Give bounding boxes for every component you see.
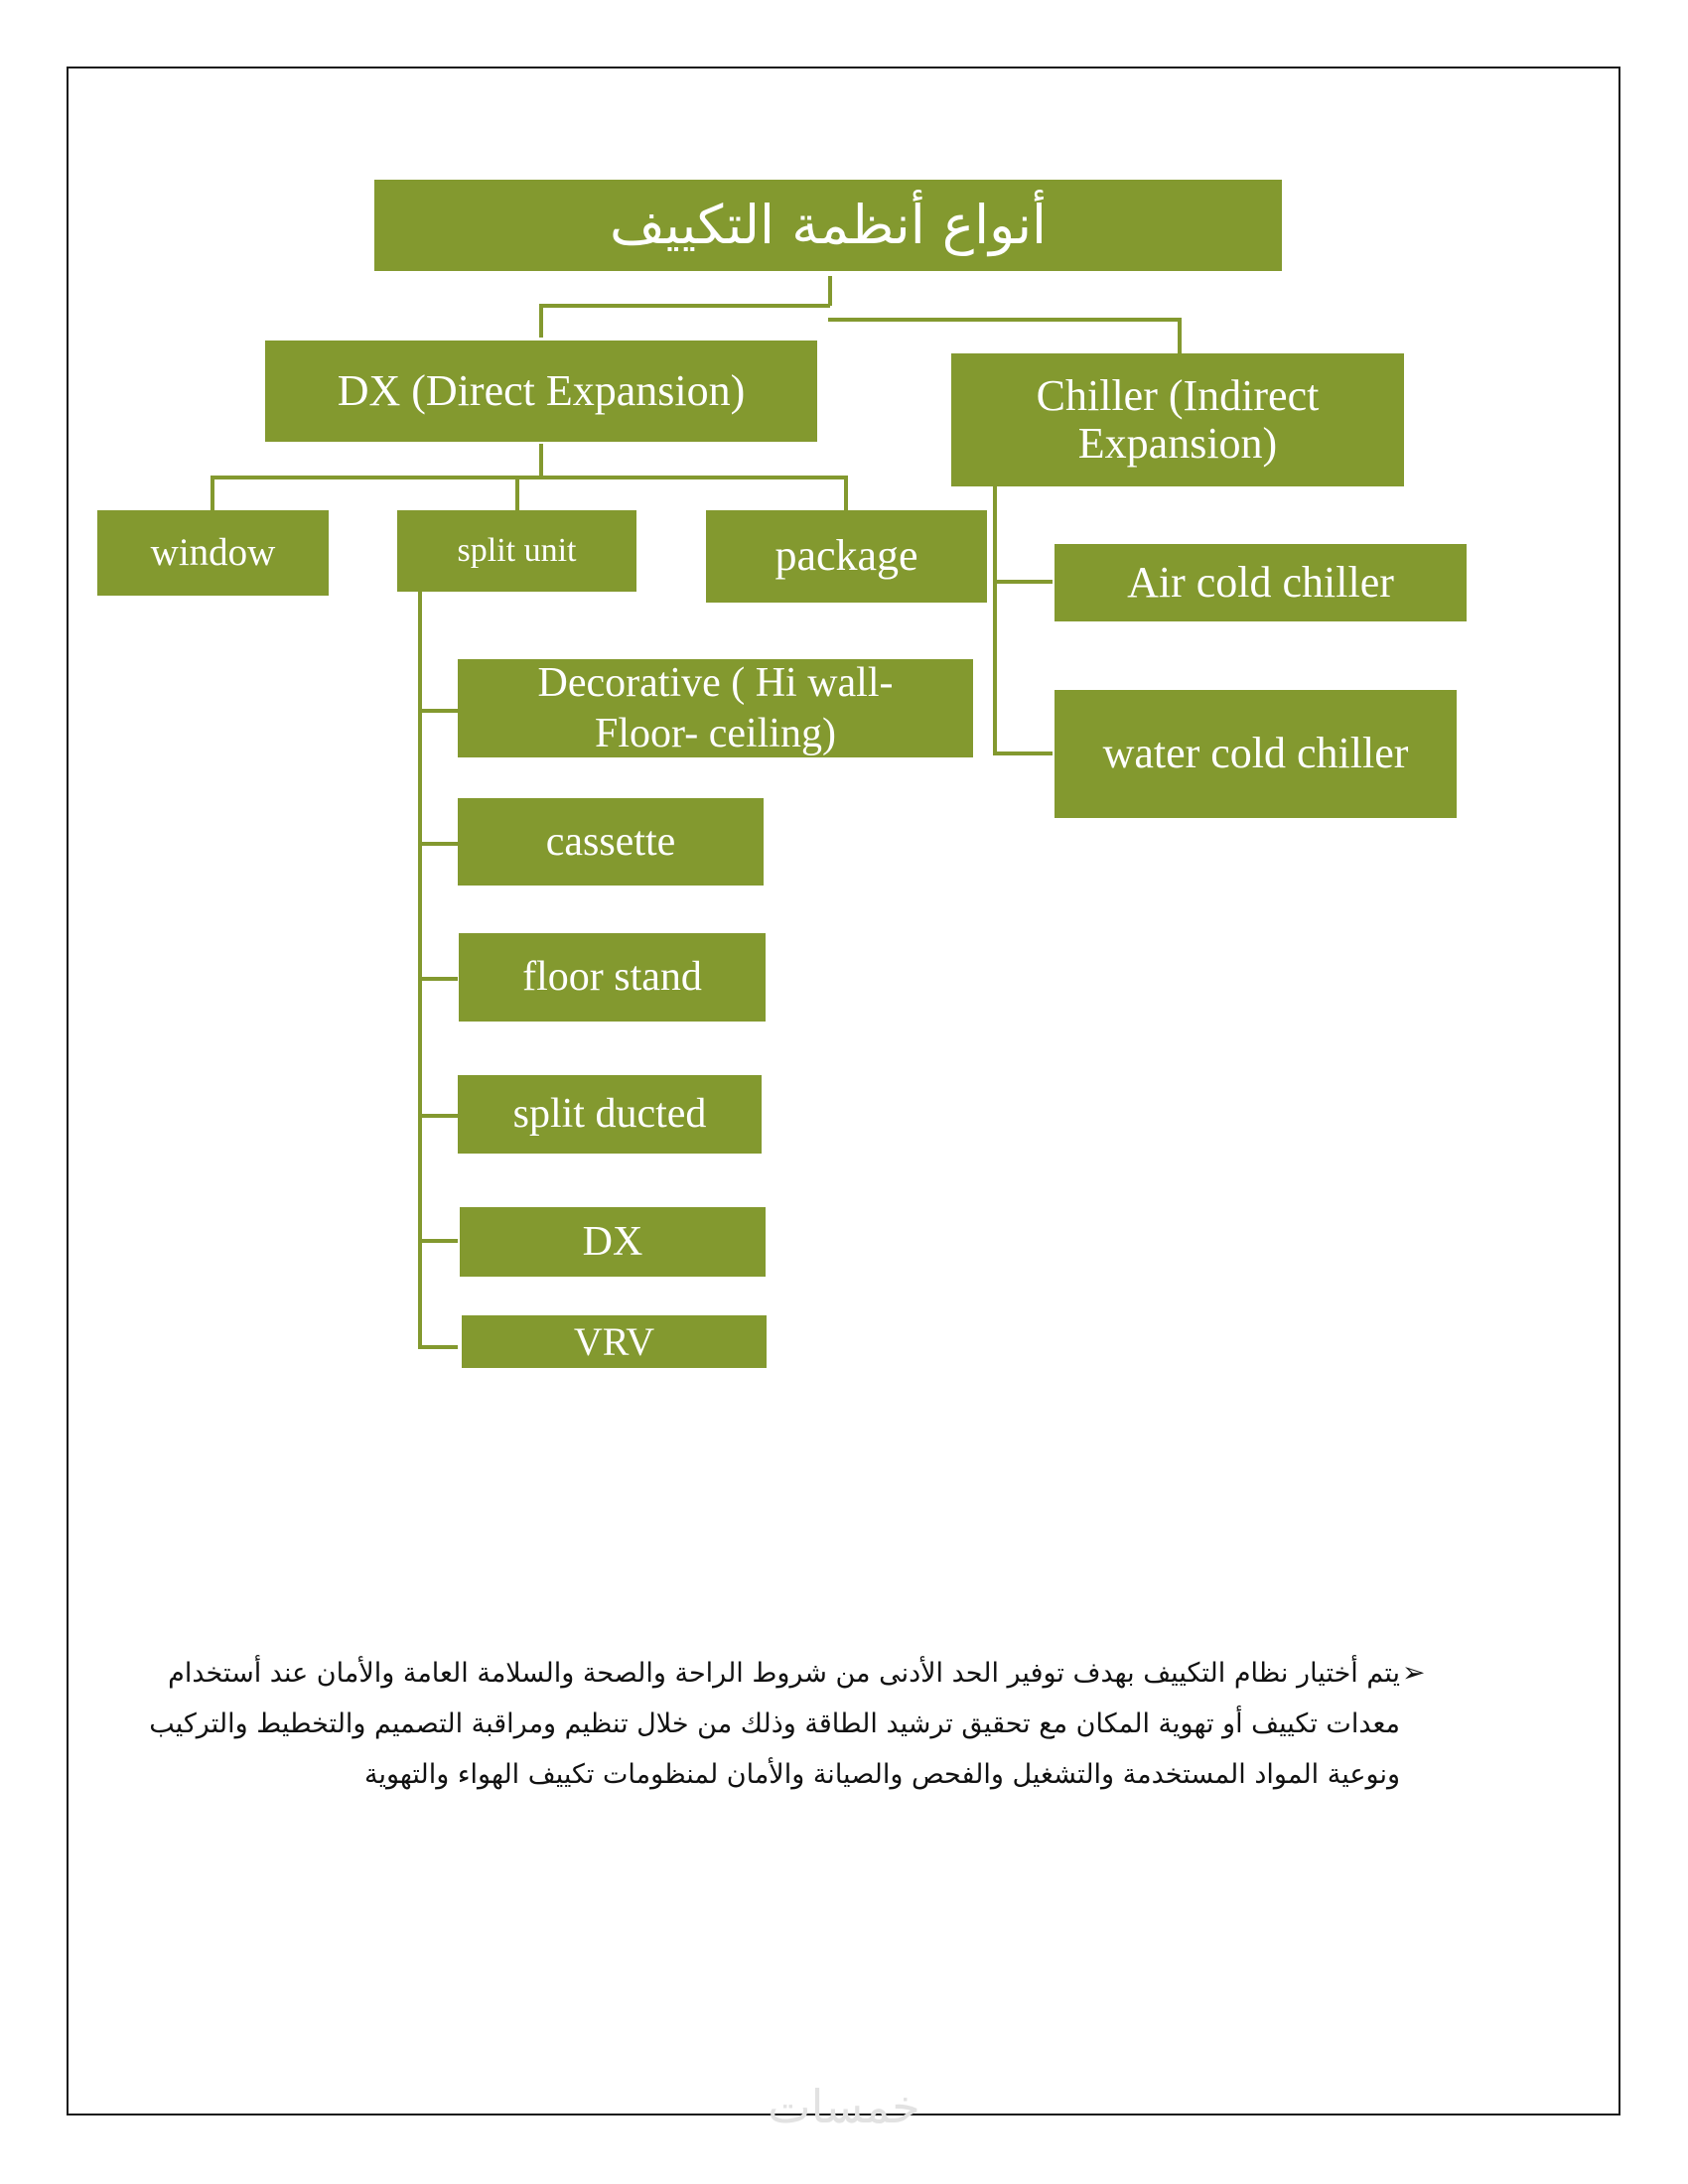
chiller-box: Chiller (Indirect Expansion) <box>951 353 1404 486</box>
connector-line <box>993 751 1053 755</box>
connector-line <box>828 318 1180 322</box>
floor-stand-box: floor stand <box>459 933 766 1022</box>
connector-line <box>539 304 543 338</box>
connector-line <box>418 977 458 981</box>
connector-line <box>418 709 458 713</box>
cassette-box: cassette <box>458 798 764 886</box>
connector-line <box>418 842 458 846</box>
dx-box: DX (Direct Expansion) <box>265 341 817 442</box>
connector-line <box>993 486 997 754</box>
decorative-box: Decorative ( Hi wall- Floor- ceiling) <box>458 659 973 757</box>
dx-unit-box: DX <box>460 1207 766 1277</box>
connector-line <box>211 476 214 510</box>
connector-line <box>539 444 543 478</box>
window-box: window <box>97 510 329 596</box>
connector-line <box>539 304 830 308</box>
connector-line <box>828 276 832 306</box>
package-box: package <box>706 510 987 603</box>
vrv-box: VRV <box>462 1315 767 1368</box>
connector-line <box>1178 318 1182 353</box>
connector-line <box>418 1114 458 1118</box>
description-paragraph: يتم أختيار نظام التكييف بهدف توفير الحد الأدنى من شروط الراحة والصحة والسلامة العامة والأمان عند أستخدام معدات تكييف أو تهوية المكان مع تحقيق ترشيد الطاقة وذلك من خلال تنظيم ومراقبة التصميم والتخطيط والتركيب ونوعية المواد المستخدمة والتشغيل والفحص والصيانة والأمان لمنظومات تكييف الهواء والتهوية <box>149 1658 1400 1790</box>
split-unit-box: split unit <box>397 510 636 592</box>
air-cold-chiller-box: Air cold chiller <box>1055 544 1467 621</box>
water-cold-chiller-box: water cold chiller <box>1055 690 1457 818</box>
connector-line <box>418 1239 458 1243</box>
connector-line <box>418 592 422 1349</box>
connector-line <box>211 476 848 479</box>
split-ducted-box: split ducted <box>458 1075 762 1154</box>
connector-line <box>418 1345 458 1349</box>
diagram-title-box: أنواع أنظمة التكييف <box>374 180 1282 271</box>
connector-line <box>844 476 848 510</box>
connector-line <box>993 580 1053 584</box>
connector-line <box>515 476 519 510</box>
watermark-logo: خمسات <box>768 2080 920 2133</box>
bullet-arrow-icon: ➢ <box>1402 1656 1426 1689</box>
